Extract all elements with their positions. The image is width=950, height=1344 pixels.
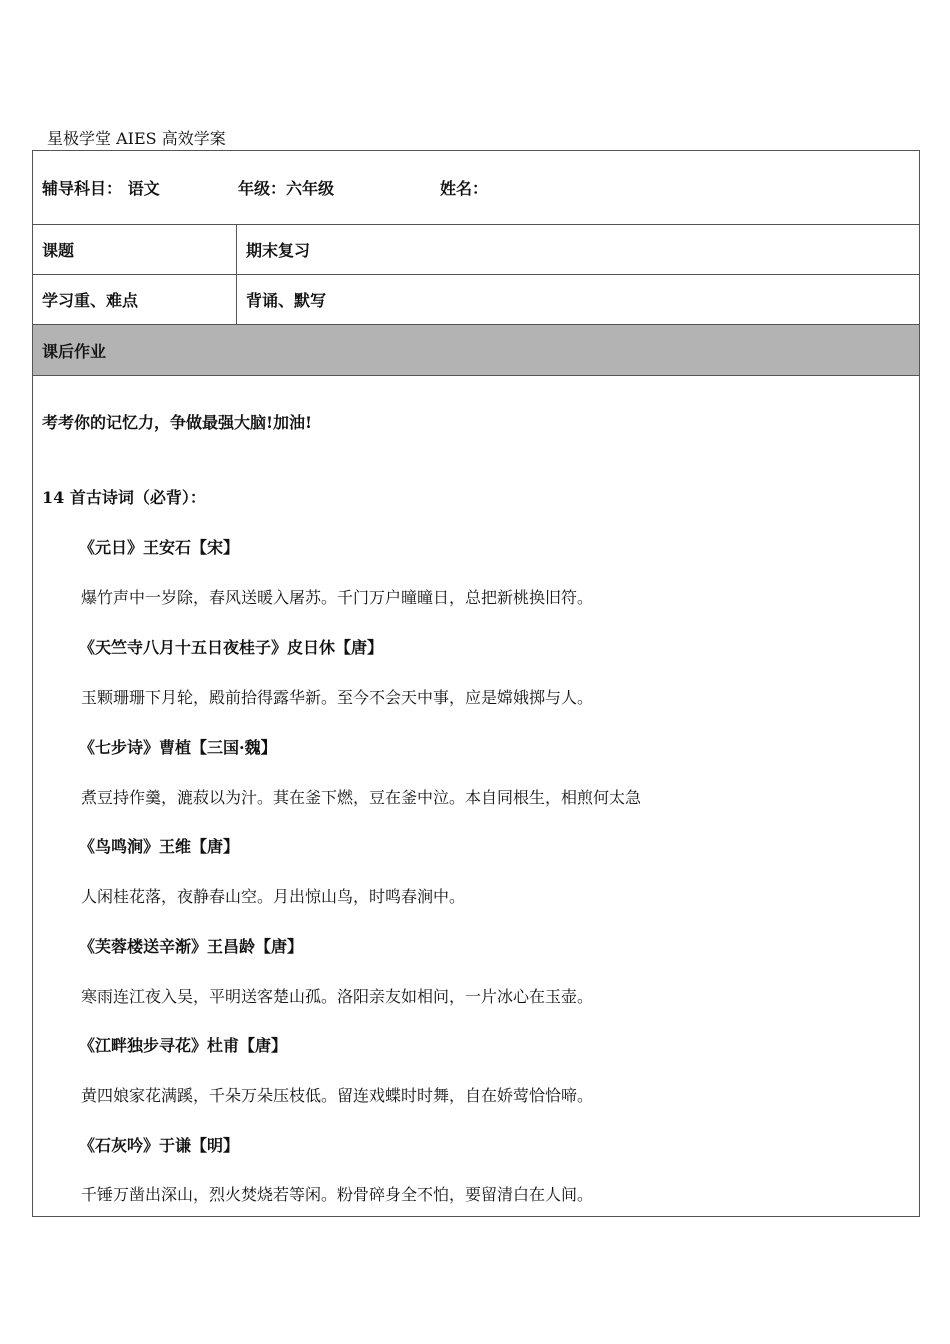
poem-text: 煮豆持作羹，漉菽以为汁。萁在釜下燃，豆在釜中泣。本自同根生，相煎何太急: [81, 788, 642, 807]
topic-row: [33, 225, 920, 275]
poem-title: 《元日》王安石【宋】: [79, 538, 240, 557]
poem-title: 《石灰吟》于谦【明】: [79, 1136, 240, 1155]
poem-text: 黄四娘家花满蹊，千朵万朵压枝低。留连戏蝶时时舞，自在娇莺恰恰啼。: [81, 1086, 594, 1105]
poem-text: 千锤万凿出深山，烈火焚烧若等闲。粉骨碎身全不怕，要留清白在人间。: [81, 1185, 594, 1204]
page-header: 星极学堂 AIES 高效学案: [47, 129, 226, 148]
focus-value: 背诵、默写: [237, 275, 920, 325]
intro-text: 考考你的记忆力，争做最强大脑!加油!: [42, 413, 313, 432]
poem-text: 人闲桂花落，夜静春山空。月出惊山鸟，时鸣春涧中。: [81, 887, 466, 906]
poem-text: 寒雨连江夜入吴，平明送客楚山孤。洛阳亲友如相问，一片冰心在玉壶。: [81, 987, 594, 1006]
focus-row: [33, 275, 920, 325]
poem-title: 《七步诗》曹植【三国·魏】: [79, 738, 277, 757]
content-cell: [33, 376, 920, 1217]
subject-field: 辅导科目： 语文: [42, 179, 160, 198]
content-row: [33, 376, 920, 1217]
poem-title: 《芙蓉楼送辛渐》王昌龄【唐】: [79, 937, 304, 956]
content-area: [33, 376, 919, 1216]
poem-title: 《鸟鸣涧》王维【唐】: [79, 837, 240, 856]
topic-value: 期末复习: [237, 225, 920, 275]
poem-text: 玉颗珊珊下月轮，殿前拾得露华新。至今不会天中事，应是嫦娥掷与人。: [81, 688, 594, 707]
student-name-field: 姓名：: [440, 179, 489, 198]
info-row: [33, 151, 920, 225]
poem-title: 《天竺寺八月十五日夜桂子》皮日休【唐】: [79, 638, 384, 657]
info-cell: [33, 151, 920, 225]
topic-label: 课题: [33, 225, 237, 275]
poem-title: 《江畔独步寻花》杜甫【唐】: [79, 1036, 288, 1055]
worksheet-table: [32, 150, 920, 1217]
section-title: 14 首古诗词（必背）：: [42, 488, 206, 507]
homework-header-row: [33, 325, 920, 376]
poem-text: 爆竹声中一岁除，春风送暖入屠苏。千门万户曈曈日，总把新桃换旧符。: [81, 588, 594, 607]
focus-label: 学习重、难点: [33, 275, 237, 325]
grade-field: 年级：六年级: [238, 179, 335, 198]
homework-label: 课后作业: [33, 325, 920, 376]
